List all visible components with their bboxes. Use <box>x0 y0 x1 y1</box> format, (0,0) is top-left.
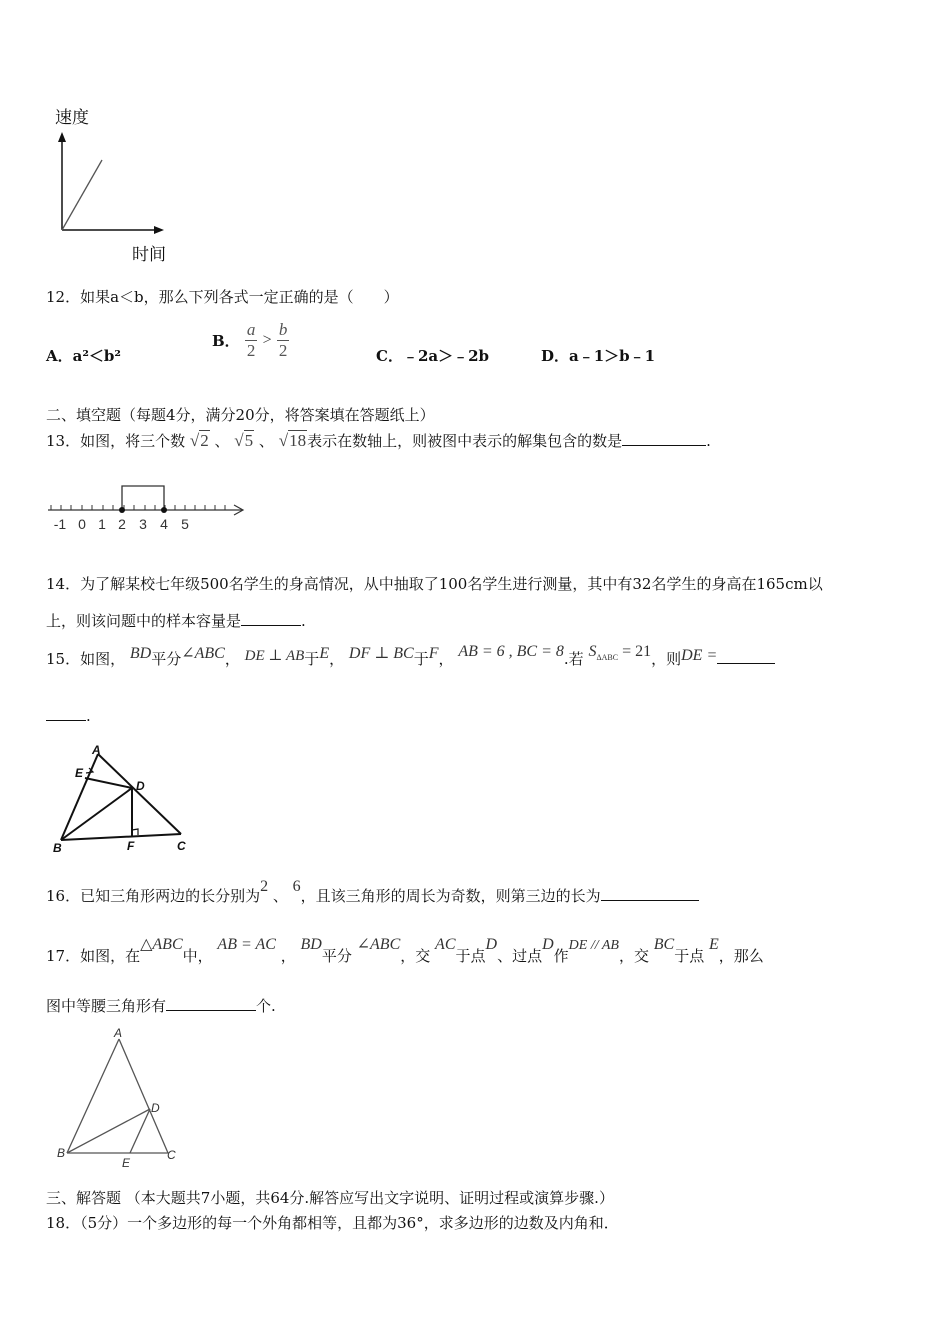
q13-suffix: 表示在数轴上，则被图中表示的解集包含的数是 <box>307 432 623 450</box>
q15-m8-sub: ΔABC <box>596 653 619 663</box>
q12-stem: 12．如果a＜b，那么下列各式一定正确的是（ ） <box>46 288 399 306</box>
q15-t3: 于 <box>304 650 320 668</box>
fig-label-e: E <box>75 766 84 780</box>
q15-t2: ， <box>224 650 240 668</box>
q12-b-frac2 <box>277 320 290 361</box>
q17-triangle-figure <box>50 1025 190 1170</box>
q13-prefix: 13．如图，将三个数 <box>46 432 186 450</box>
q17-t6: 、过点 <box>497 947 543 965</box>
q15-line2 <box>46 706 91 725</box>
q13-answer-blank[interactable] <box>622 431 706 446</box>
q15-m1: BD <box>129 645 152 662</box>
q17-m1: △ABC <box>140 936 183 953</box>
q14-line2 <box>46 610 306 631</box>
q15-t6: ， <box>438 650 454 668</box>
q12-option-b <box>212 320 289 361</box>
fig17-label-d: D <box>151 1101 160 1115</box>
q17-t10: ，那么 <box>718 947 764 965</box>
tick-label: -1 <box>53 516 67 532</box>
q15-m7: AB = 6 , BC = 8 <box>458 643 564 660</box>
speed-time-graph <box>40 130 180 235</box>
q12-b-num1: a <box>246 320 256 339</box>
q16-v1: 2 <box>260 878 269 895</box>
q15-m3: DE ⊥ AB <box>244 648 305 664</box>
q12-option-d: D．a﹣1＞b﹣1 <box>541 347 656 365</box>
q12-b-prefix: B． <box>212 332 240 350</box>
fig-label-a: A <box>92 743 101 757</box>
q16-sep: 、 <box>272 887 288 905</box>
q17-m9: BC <box>653 936 675 953</box>
tick-label: 5 <box>181 516 189 532</box>
q12-b-num2: b <box>278 320 288 339</box>
q16-prefix: 16．已知三角形两边的长分别为 <box>46 887 261 905</box>
q15-end: . <box>86 707 91 725</box>
q15-answer-blank-cont[interactable] <box>46 706 86 721</box>
q15-m5: DF ⊥ BC <box>348 645 414 662</box>
q13-root3: √18 <box>278 431 307 450</box>
fig17-label-e: E <box>122 1156 131 1170</box>
q17-t7: 作 <box>553 947 569 965</box>
q16-v2: 6 <box>292 878 301 895</box>
q17-prefix: 17．如图，在 <box>46 947 141 965</box>
fig17-label-c: C <box>167 1148 176 1162</box>
q14-line2-text: 上，则该问题中的样本容量是 <box>46 612 242 630</box>
q17-m2: AB = AC <box>217 936 276 953</box>
q17-line2-text: 图中等腰三角形有 <box>46 997 167 1015</box>
q17-m5: AC <box>435 936 456 953</box>
q12-b-den2: 2 <box>278 341 288 360</box>
q17-line2-end: 个. <box>256 997 276 1015</box>
q15-m8-b: = 21 <box>618 643 652 660</box>
q17-t1: 中， <box>182 947 213 965</box>
q15-m9: DE = <box>681 647 718 664</box>
q16-suffix: ，且该三角形的周长为奇数，则第三边的长为 <box>300 887 601 905</box>
tick-label: 2 <box>118 516 126 532</box>
q15-text <box>46 643 775 670</box>
tick-label: 3 <box>139 516 147 532</box>
q17-m4: ∠ABC <box>356 936 401 953</box>
q13-end: . <box>706 432 711 450</box>
q13-root3-val: 18 <box>289 431 307 450</box>
q15-m6: F <box>428 645 439 662</box>
q12-option-c: C．﹣2a＞﹣2b <box>376 347 490 365</box>
q15-t8: ，则 <box>651 650 682 668</box>
q12-b-frac1 <box>245 320 258 361</box>
q17-m7: D <box>542 936 554 953</box>
q14-answer-blank[interactable] <box>241 611 301 626</box>
q17-t5: 于点 <box>455 947 486 965</box>
q16-text <box>46 878 699 906</box>
q15-t7: .若 <box>563 650 584 668</box>
fig-label-b: B <box>53 841 62 855</box>
q17-t4: ，交 <box>400 947 431 965</box>
q13-root1-val: 2 <box>200 431 209 450</box>
q15-m4: E <box>319 645 330 662</box>
q12-b-den1: 2 <box>246 341 256 360</box>
q13-sep1: 、 <box>214 432 230 450</box>
fig-label-f: F <box>127 839 135 853</box>
q16-answer-blank[interactable] <box>601 886 699 901</box>
q13-number-line <box>44 480 254 535</box>
q15-prefix: 15．如图， <box>46 650 126 668</box>
q17-m8: DE // AB <box>568 938 619 953</box>
fig17-label-b: B <box>57 1146 66 1160</box>
fig17-label-a: A <box>114 1026 123 1040</box>
q17-line2 <box>46 995 276 1016</box>
q17-answer-blank[interactable] <box>166 996 256 1011</box>
q17-m3: BD <box>300 936 322 953</box>
time-axis-label: 时间 <box>132 245 166 265</box>
q17-t8: ，交 <box>618 947 649 965</box>
q15-t4: ， <box>329 650 345 668</box>
q17-t3: 平分 <box>321 947 352 965</box>
fig-label-d: D <box>136 779 145 793</box>
q15-answer-blank[interactable] <box>717 649 775 664</box>
q17-m6: D <box>485 936 498 953</box>
section3-title: 三、解答题 （本大题共7小题，共64分.解答应写出文字说明、证明过程或演算步骤.） <box>46 1189 614 1207</box>
speed-axis-label: 速度 <box>55 108 89 128</box>
q14-end: . <box>301 612 306 630</box>
q13-root1: √2 <box>189 431 209 450</box>
fig-label-c: C <box>177 839 186 853</box>
q17-t9: 于点 <box>674 947 705 965</box>
tick-label: 4 <box>160 516 168 532</box>
q17-m10: E <box>709 936 719 953</box>
q12-option-a: A．a²＜b² <box>46 347 121 365</box>
q13-root2: √5 <box>234 431 254 450</box>
q15-triangle-figure <box>45 740 195 855</box>
q18-text: 18．（5分）一个多边形的每一个外角都相等，且都为36°，求多边形的边数及内角和． <box>46 1214 619 1232</box>
q17-text <box>46 936 764 966</box>
tick-label: 1 <box>98 516 106 532</box>
q13-sep2: 、 <box>258 432 274 450</box>
q15-m2: ∠ABC <box>181 645 225 662</box>
q13-root2-val: 5 <box>244 431 254 450</box>
q17-t2: ， <box>280 947 296 965</box>
q15-m8-s: S <box>588 643 597 660</box>
q15-t5: 于 <box>413 650 429 668</box>
q15-m8 <box>588 643 652 663</box>
q12-b-rel: > <box>262 331 272 349</box>
q13-text <box>46 430 711 451</box>
section2-title: 二、填空题（每题4分，满分20分，将答案填在答题纸上） <box>46 406 435 424</box>
tick-label: 0 <box>78 516 86 532</box>
q14-line1: 14．为了解某校七年级500名学生的身高情况，从中抽取了100名学生进行测量，其中有32名学生的身高在165cm以 <box>46 575 823 593</box>
q15-t1: 平分 <box>151 650 182 668</box>
